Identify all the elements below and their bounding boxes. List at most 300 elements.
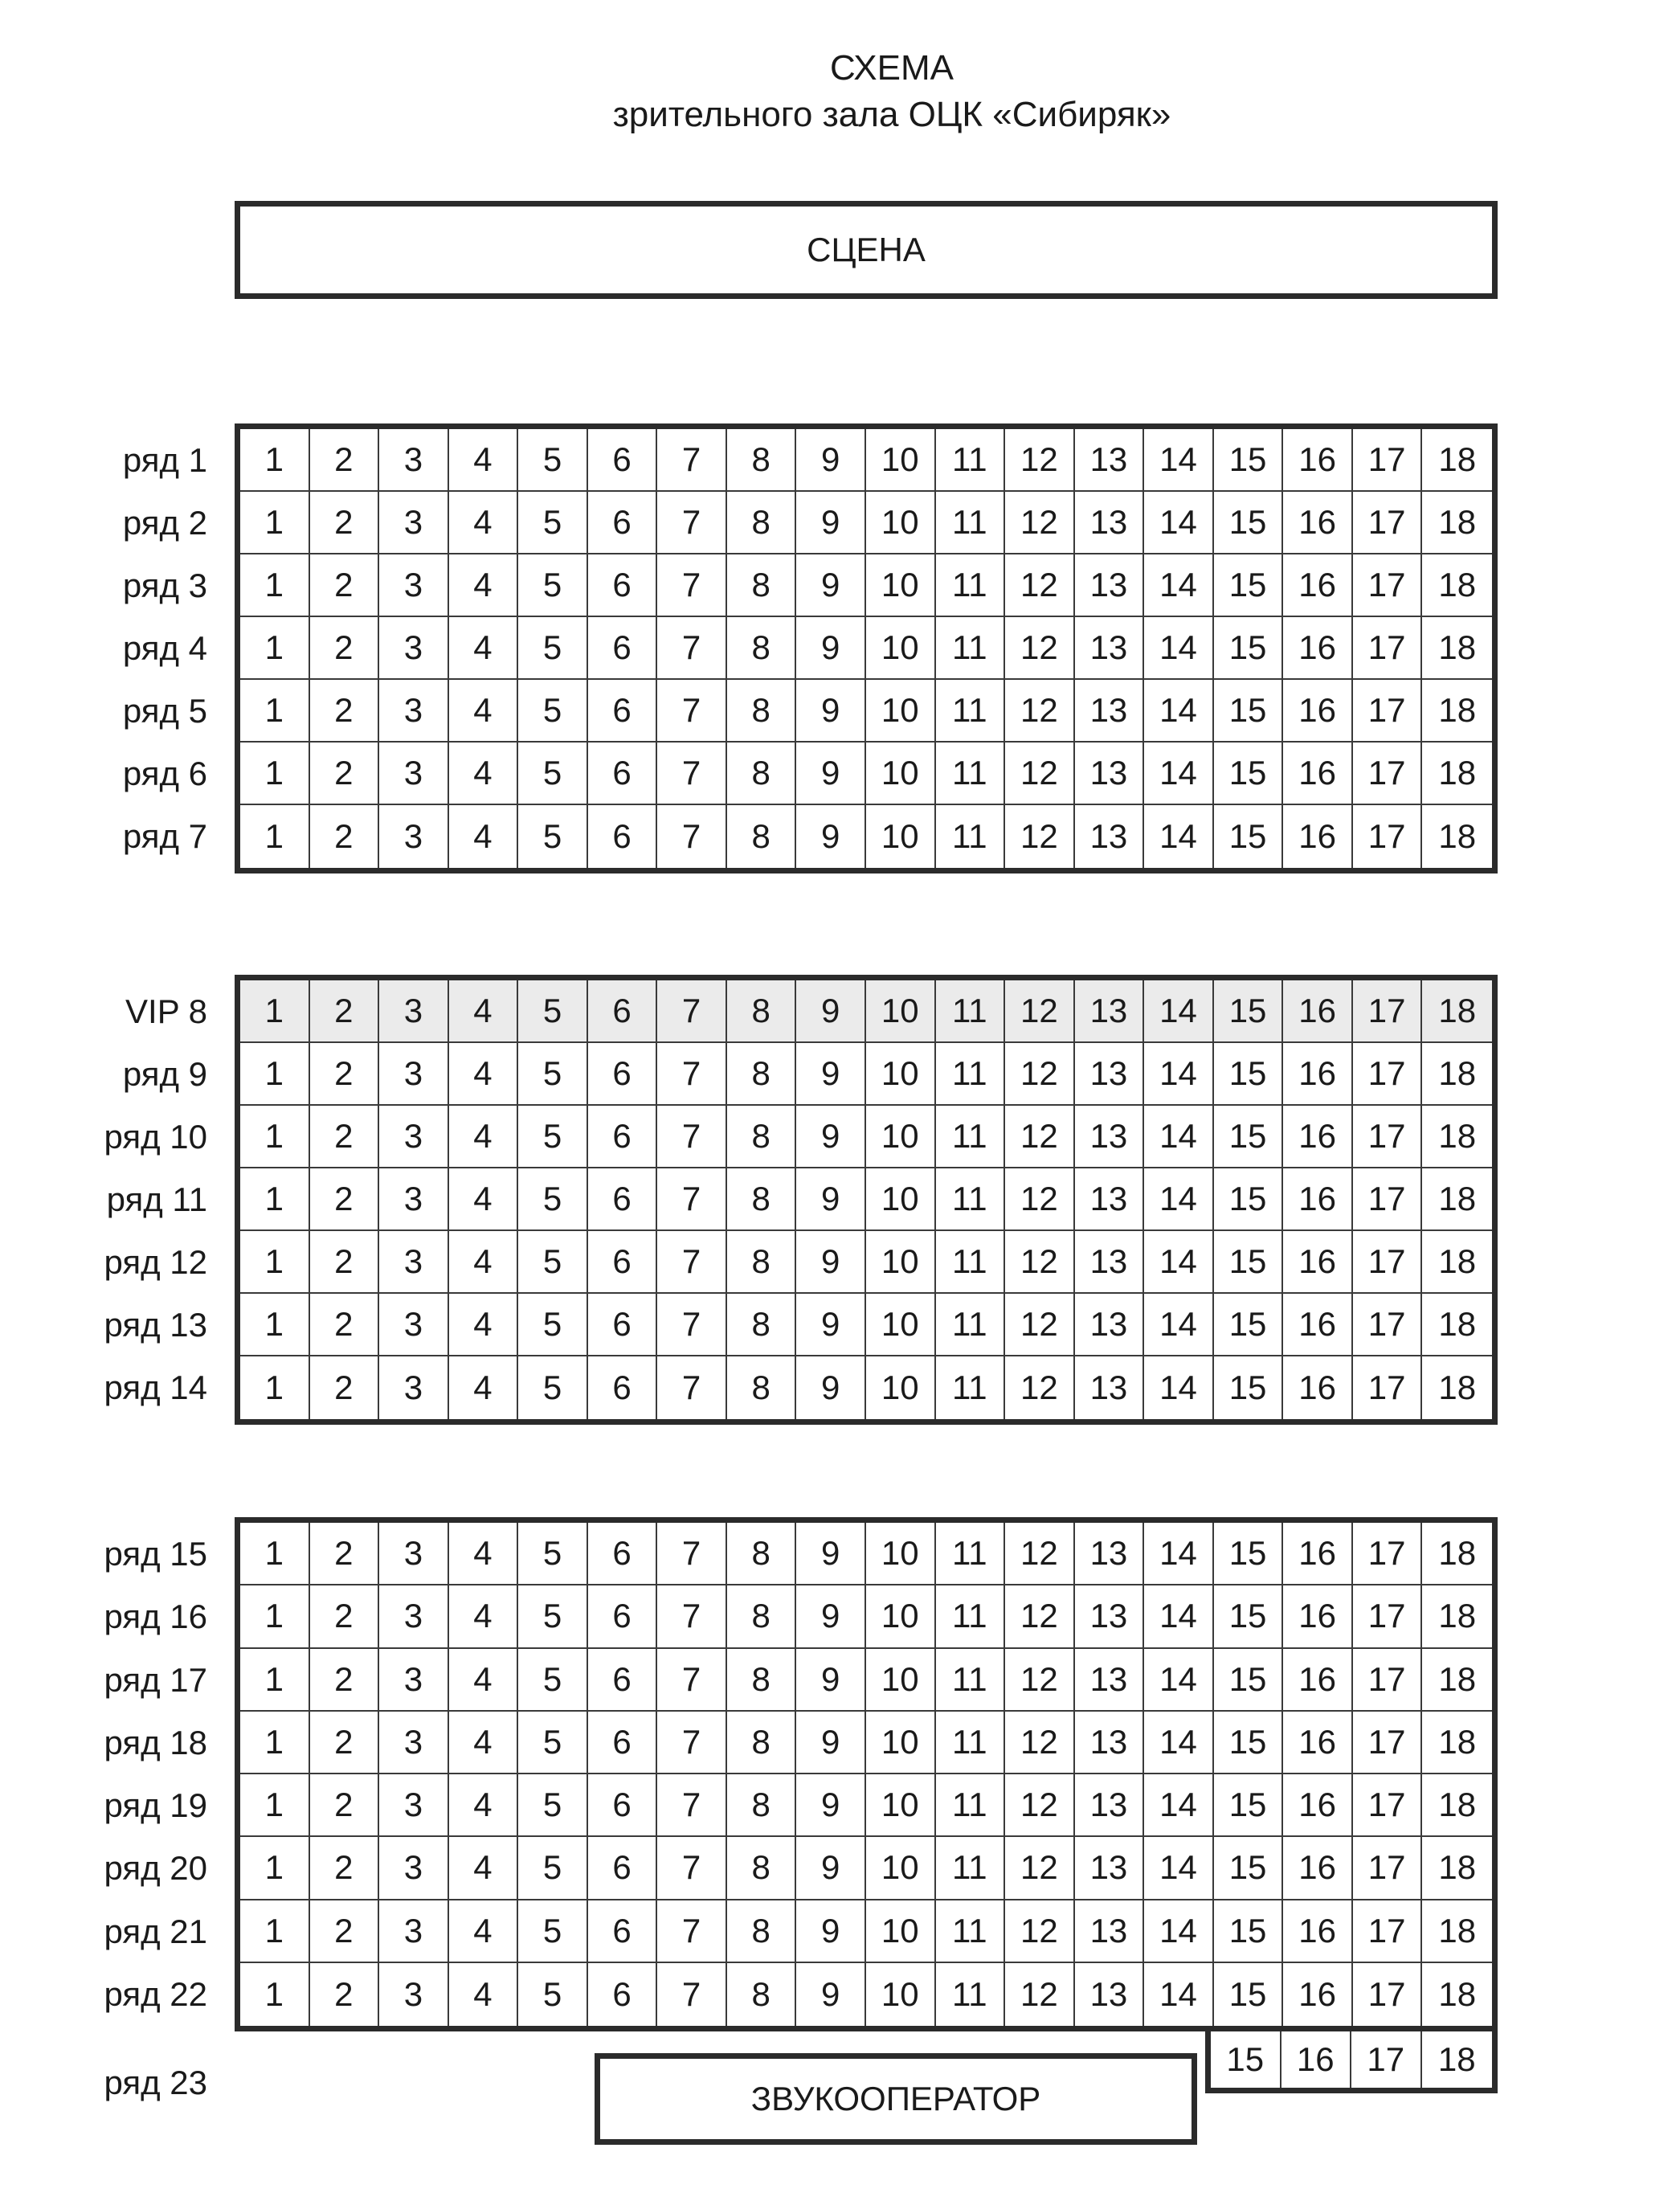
seat[interactable]: 6 <box>588 680 658 743</box>
seat[interactable]: 17 <box>1353 492 1423 554</box>
seat[interactable]: 11 <box>936 1774 1006 1837</box>
seat[interactable]: 10 <box>866 743 936 805</box>
seat[interactable]: 17 <box>1353 1900 1423 1963</box>
seat[interactable]: 2 <box>310 980 380 1043</box>
seat[interactable]: 2 <box>310 1774 380 1837</box>
seat[interactable]: 7 <box>657 1585 727 1648</box>
seat[interactable]: 4 <box>449 1712 519 1774</box>
seat[interactable]: 15 <box>1214 1649 1284 1712</box>
seat[interactable]: 11 <box>936 1168 1006 1231</box>
seat[interactable]: 4 <box>449 554 519 617</box>
seat[interactable]: 10 <box>866 1837 936 1900</box>
seat[interactable]: 2 <box>310 1168 380 1231</box>
seat[interactable]: 9 <box>796 1963 866 2026</box>
seat[interactable]: 6 <box>588 805 658 868</box>
seat[interactable]: 18 <box>1422 1294 1492 1356</box>
seat[interactable]: 3 <box>379 1712 449 1774</box>
seat[interactable]: 11 <box>936 1106 1006 1168</box>
seat[interactable]: 12 <box>1005 1712 1075 1774</box>
seat[interactable]: 18 <box>1422 1106 1492 1168</box>
seat[interactable]: 7 <box>657 1106 727 1168</box>
seat[interactable]: 11 <box>936 1585 1006 1648</box>
seat[interactable]: 17 <box>1353 554 1423 617</box>
seat[interactable]: 4 <box>449 617 519 680</box>
seat[interactable]: 13 <box>1075 1043 1145 1106</box>
seat[interactable]: 13 <box>1075 1774 1145 1837</box>
seat[interactable]: 8 <box>727 743 797 805</box>
seat[interactable]: 14 <box>1144 805 1214 868</box>
seat[interactable]: 7 <box>657 1774 727 1837</box>
seat[interactable]: 18 <box>1422 1043 1492 1106</box>
seat[interactable]: 11 <box>936 617 1006 680</box>
seat[interactable]: 18 <box>1422 980 1492 1043</box>
seat[interactable]: 8 <box>727 1231 797 1294</box>
seat[interactable]: 4 <box>449 1356 519 1419</box>
seat[interactable]: 7 <box>657 492 727 554</box>
seat[interactable]: 5 <box>518 1168 588 1231</box>
seat[interactable]: 1 <box>240 1963 310 2026</box>
seat[interactable]: 9 <box>796 617 866 680</box>
seat[interactable]: 5 <box>518 617 588 680</box>
seat[interactable]: 2 <box>310 1356 380 1419</box>
seat[interactable]: 12 <box>1005 1900 1075 1963</box>
seat[interactable]: 16 <box>1283 1649 1353 1712</box>
seat[interactable]: 12 <box>1005 1585 1075 1648</box>
seat[interactable]: 6 <box>588 1356 658 1419</box>
seat[interactable]: 17 <box>1353 680 1423 743</box>
seat[interactable]: 16 <box>1283 743 1353 805</box>
seat[interactable]: 8 <box>727 1043 797 1106</box>
seat[interactable]: 8 <box>727 429 797 492</box>
seat[interactable]: 3 <box>379 1523 449 1585</box>
seat[interactable]: 9 <box>796 554 866 617</box>
seat[interactable]: 11 <box>936 1900 1006 1963</box>
seat[interactable]: 15 <box>1214 1585 1284 1648</box>
seat[interactable]: 1 <box>240 1837 310 1900</box>
seat[interactable]: 5 <box>518 980 588 1043</box>
seat[interactable]: 7 <box>657 617 727 680</box>
seat[interactable]: 1 <box>240 1649 310 1712</box>
seat[interactable]: 7 <box>657 1231 727 1294</box>
seat[interactable]: 11 <box>936 492 1006 554</box>
seat[interactable]: 7 <box>657 1712 727 1774</box>
seat[interactable]: 10 <box>866 1106 936 1168</box>
seat[interactable]: 17 <box>1353 429 1423 492</box>
seat[interactable]: 6 <box>588 554 658 617</box>
seat[interactable]: 13 <box>1075 980 1145 1043</box>
seat[interactable]: 16 <box>1283 1356 1353 1419</box>
seat[interactable]: 15 <box>1214 617 1284 680</box>
seat[interactable]: 1 <box>240 1774 310 1837</box>
seat[interactable]: 18 <box>1422 1712 1492 1774</box>
seat[interactable]: 4 <box>449 743 519 805</box>
seat[interactable]: 11 <box>936 1963 1006 2026</box>
seat[interactable]: 16 <box>1283 429 1353 492</box>
seat[interactable]: 1 <box>240 1585 310 1648</box>
seat[interactable]: 8 <box>727 1963 797 2026</box>
seat[interactable]: 14 <box>1144 1585 1214 1648</box>
seat[interactable]: 16 <box>1283 554 1353 617</box>
seat[interactable]: 12 <box>1005 1774 1075 1837</box>
seat[interactable]: 12 <box>1005 617 1075 680</box>
seat[interactable]: 9 <box>796 1231 866 1294</box>
seat[interactable]: 17 <box>1353 1837 1423 1900</box>
seat[interactable]: 11 <box>936 1043 1006 1106</box>
seat[interactable]: 8 <box>727 1106 797 1168</box>
seat[interactable]: 13 <box>1075 1837 1145 1900</box>
seat[interactable]: 18 <box>1438 1369 1477 1406</box>
seat[interactable]: 3 <box>379 1294 449 1356</box>
seat[interactable]: 18 <box>1422 492 1492 554</box>
seat[interactable]: 18 <box>1422 743 1492 805</box>
seat[interactable]: 6 <box>588 1963 658 2026</box>
seat[interactable]: 4 <box>449 1168 519 1231</box>
seat[interactable]: 3 <box>379 1356 449 1419</box>
seat[interactable]: 14 <box>1144 492 1214 554</box>
seat[interactable]: 5 <box>518 1712 588 1774</box>
seat[interactable]: 4 <box>449 1106 519 1168</box>
seat[interactable]: 7 <box>657 1168 727 1231</box>
seat[interactable]: 14 <box>1144 554 1214 617</box>
seat[interactable]: 5 <box>518 1106 588 1168</box>
seat[interactable]: 17 <box>1353 1294 1423 1356</box>
seat[interactable]: 6 <box>588 1043 658 1106</box>
seat[interactable]: 16 <box>1283 805 1353 868</box>
seat[interactable]: 9 <box>796 1168 866 1231</box>
seat[interactable]: 6 <box>588 1294 658 1356</box>
seat[interactable]: 6 <box>588 1712 658 1774</box>
seat[interactable]: 15 <box>1214 1963 1284 2026</box>
seat[interactable]: 18 <box>1422 429 1492 492</box>
seat[interactable]: 13 <box>1075 1294 1145 1356</box>
seat[interactable]: 12 <box>1005 554 1075 617</box>
seat[interactable]: 2 <box>310 429 380 492</box>
seat[interactable]: 2 <box>310 1106 380 1168</box>
seat[interactable]: 17 <box>1353 1106 1423 1168</box>
seat[interactable]: 13 <box>1075 1585 1145 1648</box>
seat[interactable]: 14 <box>1144 1168 1214 1231</box>
seat[interactable]: 6 <box>588 617 658 680</box>
seat[interactable]: 14 <box>1144 429 1214 492</box>
seat[interactable]: 9 <box>796 1294 866 1356</box>
seat[interactable]: 13 <box>1075 1168 1145 1231</box>
seat[interactable]: 18 <box>1422 1837 1492 1900</box>
seat[interactable]: 13 <box>1075 1963 1145 2026</box>
seat[interactable]: 1 <box>240 429 310 492</box>
seat[interactable]: 10 <box>866 1294 936 1356</box>
seat[interactable]: 13 <box>1075 429 1145 492</box>
seat[interactable]: 18 <box>1422 1231 1492 1294</box>
seat[interactable]: 14 <box>1144 1774 1214 1837</box>
seat[interactable]: 16 <box>1281 2031 1352 2088</box>
seat[interactable]: 12 <box>1005 980 1075 1043</box>
seat[interactable]: 14 <box>1144 1294 1214 1356</box>
seat[interactable]: 4 <box>449 1585 519 1648</box>
seat[interactable]: 14 <box>1144 743 1214 805</box>
seat[interactable]: 17 <box>1353 1649 1423 1712</box>
seat[interactable]: 16 <box>1283 1585 1353 1648</box>
seat[interactable]: 17 <box>1353 743 1423 805</box>
seat[interactable]: 17 <box>1353 1712 1423 1774</box>
seat[interactable]: 16 <box>1283 1523 1353 1585</box>
seat[interactable]: 6 <box>588 1585 658 1648</box>
seat[interactable]: 4 <box>449 1523 519 1585</box>
seat[interactable]: 7 <box>657 743 727 805</box>
seat[interactable]: 17 <box>1353 1231 1423 1294</box>
seat[interactable]: 9 <box>796 492 866 554</box>
seat[interactable]: 5 <box>518 554 588 617</box>
seat[interactable]: 16 <box>1283 1774 1353 1837</box>
seat[interactable]: 17 <box>1353 1168 1423 1231</box>
seat[interactable]: 18 <box>1422 1774 1492 1837</box>
seat[interactable]: 5 <box>518 492 588 554</box>
seat[interactable]: 10 <box>866 1231 936 1294</box>
seat[interactable]: 2 <box>310 492 380 554</box>
seat[interactable]: 11 <box>936 554 1006 617</box>
seat[interactable]: 9 <box>796 980 866 1043</box>
seat[interactable]: 17 <box>1353 1356 1423 1419</box>
seat[interactable]: 7 <box>657 980 727 1043</box>
seat[interactable]: 12 <box>1005 1294 1075 1356</box>
seat[interactable]: 10 <box>866 1900 936 1963</box>
seat[interactable]: 13 <box>1075 1649 1145 1712</box>
seat[interactable]: 9 <box>796 743 866 805</box>
seat[interactable]: 1 <box>240 743 310 805</box>
seat[interactable]: 17 <box>1353 1043 1423 1106</box>
seat[interactable]: 5 <box>518 1963 588 2026</box>
seat[interactable]: 18 <box>1438 1974 1477 2013</box>
seat[interactable]: 10 <box>866 492 936 554</box>
seat[interactable]: 7 <box>657 1043 727 1106</box>
seat[interactable]: 5 <box>518 1356 588 1419</box>
seat[interactable]: 10 <box>866 980 936 1043</box>
seat[interactable]: 14 <box>1144 980 1214 1043</box>
seat[interactable]: 16 <box>1283 980 1353 1043</box>
seat[interactable]: 4 <box>449 492 519 554</box>
seat[interactable]: 5 <box>518 743 588 805</box>
seat[interactable]: 8 <box>727 1523 797 1585</box>
seat[interactable]: 18 <box>1422 1168 1492 1231</box>
seat[interactable]: 1 <box>240 1294 310 1356</box>
seat[interactable]: 5 <box>518 429 588 492</box>
seat[interactable]: 10 <box>866 1043 936 1106</box>
seat[interactable]: 17 <box>1353 617 1423 680</box>
seat[interactable]: 8 <box>727 805 797 868</box>
seat[interactable]: 2 <box>310 1649 380 1712</box>
seat[interactable]: 12 <box>1005 1963 1075 2026</box>
seat[interactable]: 12 <box>1005 1106 1075 1168</box>
seat[interactable]: 5 <box>518 680 588 743</box>
seat[interactable]: 6 <box>588 980 658 1043</box>
seat[interactable]: 3 <box>379 980 449 1043</box>
seat[interactable]: 9 <box>796 680 866 743</box>
seat[interactable]: 15 <box>1214 1106 1284 1168</box>
seat[interactable]: 6 <box>588 1523 658 1585</box>
seat[interactable]: 4 <box>449 1837 519 1900</box>
seat[interactable]: 3 <box>379 1043 449 1106</box>
seat[interactable]: 17 <box>1353 805 1423 868</box>
seat[interactable]: 7 <box>657 1900 727 1963</box>
seat[interactable]: 15 <box>1214 1523 1284 1585</box>
seat[interactable]: 12 <box>1005 429 1075 492</box>
seat[interactable]: 3 <box>379 492 449 554</box>
seat[interactable]: 13 <box>1075 1356 1145 1419</box>
seat[interactable]: 2 <box>310 1043 380 1106</box>
seat[interactable]: 6 <box>588 1774 658 1837</box>
seat[interactable]: 6 <box>588 743 658 805</box>
seat[interactable]: 15 <box>1214 1294 1284 1356</box>
seat[interactable]: 6 <box>588 1837 658 1900</box>
seat[interactable]: 1 <box>240 1168 310 1231</box>
seat[interactable]: 5 <box>518 1649 588 1712</box>
seat[interactable]: 5 <box>518 1837 588 1900</box>
seat[interactable]: 12 <box>1005 680 1075 743</box>
seat[interactable]: 6 <box>588 429 658 492</box>
seat[interactable]: 15 <box>1214 805 1284 868</box>
seat[interactable]: 1 <box>240 554 310 617</box>
seat[interactable]: 2 <box>310 554 380 617</box>
seat[interactable]: 10 <box>866 1712 936 1774</box>
seat[interactable]: 13 <box>1075 1900 1145 1963</box>
seat[interactable]: 7 <box>657 680 727 743</box>
seat[interactable]: 15 <box>1214 1168 1284 1231</box>
seat[interactable]: 10 <box>866 429 936 492</box>
seat[interactable]: 18 <box>1437 2040 1476 2078</box>
seat[interactable]: 15 <box>1214 1774 1284 1837</box>
seat[interactable]: 11 <box>936 1294 1006 1356</box>
seat[interactable]: 14 <box>1144 1523 1214 1585</box>
seat[interactable]: 4 <box>449 1649 519 1712</box>
seat[interactable]: 8 <box>727 1837 797 1900</box>
seat[interactable]: 8 <box>727 1712 797 1774</box>
seat[interactable]: 9 <box>796 1900 866 1963</box>
seat[interactable]: 17 <box>1353 1963 1423 2026</box>
seat[interactable]: 15 <box>1214 492 1284 554</box>
seat[interactable]: 18 <box>1422 617 1492 680</box>
seat[interactable]: 3 <box>379 1106 449 1168</box>
seat[interactable]: 2 <box>310 1294 380 1356</box>
seat[interactable]: 3 <box>379 1774 449 1837</box>
seat[interactable]: 16 <box>1283 617 1353 680</box>
seat[interactable]: 5 <box>518 805 588 868</box>
seat[interactable]: 4 <box>449 1294 519 1356</box>
seat[interactable]: 17 <box>1353 1585 1423 1648</box>
seat[interactable]: 12 <box>1005 1523 1075 1585</box>
seat[interactable]: 5 <box>518 1523 588 1585</box>
seat[interactable]: 8 <box>727 1649 797 1712</box>
seat[interactable]: 13 <box>1075 743 1145 805</box>
seat[interactable]: 14 <box>1144 680 1214 743</box>
seat[interactable]: 11 <box>936 1712 1006 1774</box>
seat[interactable]: 16 <box>1283 492 1353 554</box>
seat[interactable]: 14 <box>1144 617 1214 680</box>
seat[interactable]: 8 <box>727 1356 797 1419</box>
seat[interactable]: 8 <box>727 554 797 617</box>
seat[interactable]: 15 <box>1214 1900 1284 1963</box>
seat[interactable]: 7 <box>657 1963 727 2026</box>
seat[interactable]: 15 <box>1214 1231 1284 1294</box>
seat[interactable]: 17 <box>1351 2031 1422 2088</box>
seat[interactable]: 14 <box>1144 1837 1214 1900</box>
seat[interactable]: 6 <box>588 1649 658 1712</box>
seat[interactable]: 11 <box>936 1356 1006 1419</box>
seat[interactable]: 3 <box>379 1900 449 1963</box>
seat[interactable]: 7 <box>657 805 727 868</box>
seat[interactable]: 7 <box>657 1294 727 1356</box>
seat[interactable]: 14 <box>1144 1900 1214 1963</box>
seat[interactable]: 12 <box>1005 1837 1075 1900</box>
seat[interactable]: 9 <box>796 1356 866 1419</box>
seat[interactable]: 10 <box>866 1963 936 2026</box>
seat[interactable]: 12 <box>1005 1356 1075 1419</box>
seat[interactable]: 1 <box>240 680 310 743</box>
seat[interactable]: 8 <box>727 1900 797 1963</box>
seat[interactable]: 13 <box>1075 1523 1145 1585</box>
seat[interactable]: 1 <box>240 617 310 680</box>
seat[interactable]: 11 <box>936 1231 1006 1294</box>
seat[interactable]: 14 <box>1144 1231 1214 1294</box>
seat[interactable]: 4 <box>449 805 519 868</box>
seat[interactable]: 15 <box>1211 2031 1281 2088</box>
seat[interactable]: 12 <box>1005 743 1075 805</box>
seat[interactable]: 16 <box>1283 1043 1353 1106</box>
seat[interactable]: 5 <box>518 1585 588 1648</box>
seat[interactable]: 5 <box>518 1231 588 1294</box>
seat[interactable]: 8 <box>727 1774 797 1837</box>
seat[interactable]: 18 <box>1422 554 1492 617</box>
seat[interactable]: 16 <box>1283 1963 1353 2026</box>
seat[interactable]: 12 <box>1005 1168 1075 1231</box>
seat[interactable]: 3 <box>379 1585 449 1648</box>
seat[interactable]: 15 <box>1214 743 1284 805</box>
seat[interactable]: 5 <box>518 1043 588 1106</box>
seat[interactable]: 1 <box>240 980 310 1043</box>
seat[interactable]: 1 <box>240 1043 310 1106</box>
seat[interactable]: 15 <box>1214 1837 1284 1900</box>
seat[interactable]: 2 <box>310 1585 380 1648</box>
seat[interactable]: 15 <box>1214 680 1284 743</box>
seat[interactable]: 10 <box>866 1523 936 1585</box>
seat[interactable]: 9 <box>796 805 866 868</box>
seat[interactable]: 7 <box>657 429 727 492</box>
seat[interactable]: 14 <box>1144 1712 1214 1774</box>
seat[interactable]: 1 <box>240 1356 310 1419</box>
seat[interactable]: 15 <box>1214 554 1284 617</box>
seat[interactable]: 15 <box>1214 1356 1284 1419</box>
seat[interactable]: 12 <box>1005 1043 1075 1106</box>
seat[interactable]: 13 <box>1075 1712 1145 1774</box>
seat[interactable]: 3 <box>379 1649 449 1712</box>
seat[interactable]: 18 <box>1422 1585 1492 1648</box>
seat[interactable]: 3 <box>379 1168 449 1231</box>
seat[interactable]: 9 <box>796 1523 866 1585</box>
seat[interactable]: 2 <box>310 1523 380 1585</box>
seat[interactable]: 2 <box>310 617 380 680</box>
seat[interactable]: 2 <box>310 1231 380 1294</box>
seat[interactable]: 13 <box>1075 617 1145 680</box>
seat[interactable]: 1 <box>240 1523 310 1585</box>
seat[interactable]: 1 <box>240 1712 310 1774</box>
seat[interactable]: 10 <box>866 554 936 617</box>
seat[interactable]: 2 <box>310 1963 380 2026</box>
seat[interactable]: 9 <box>796 1837 866 1900</box>
seat[interactable]: 7 <box>657 1837 727 1900</box>
seat[interactable]: 4 <box>449 1231 519 1294</box>
seat[interactable]: 16 <box>1283 1712 1353 1774</box>
seat[interactable]: 18 <box>1422 680 1492 743</box>
seat[interactable]: 18 <box>1422 1523 1492 1585</box>
seat[interactable]: 16 <box>1283 1900 1353 1963</box>
